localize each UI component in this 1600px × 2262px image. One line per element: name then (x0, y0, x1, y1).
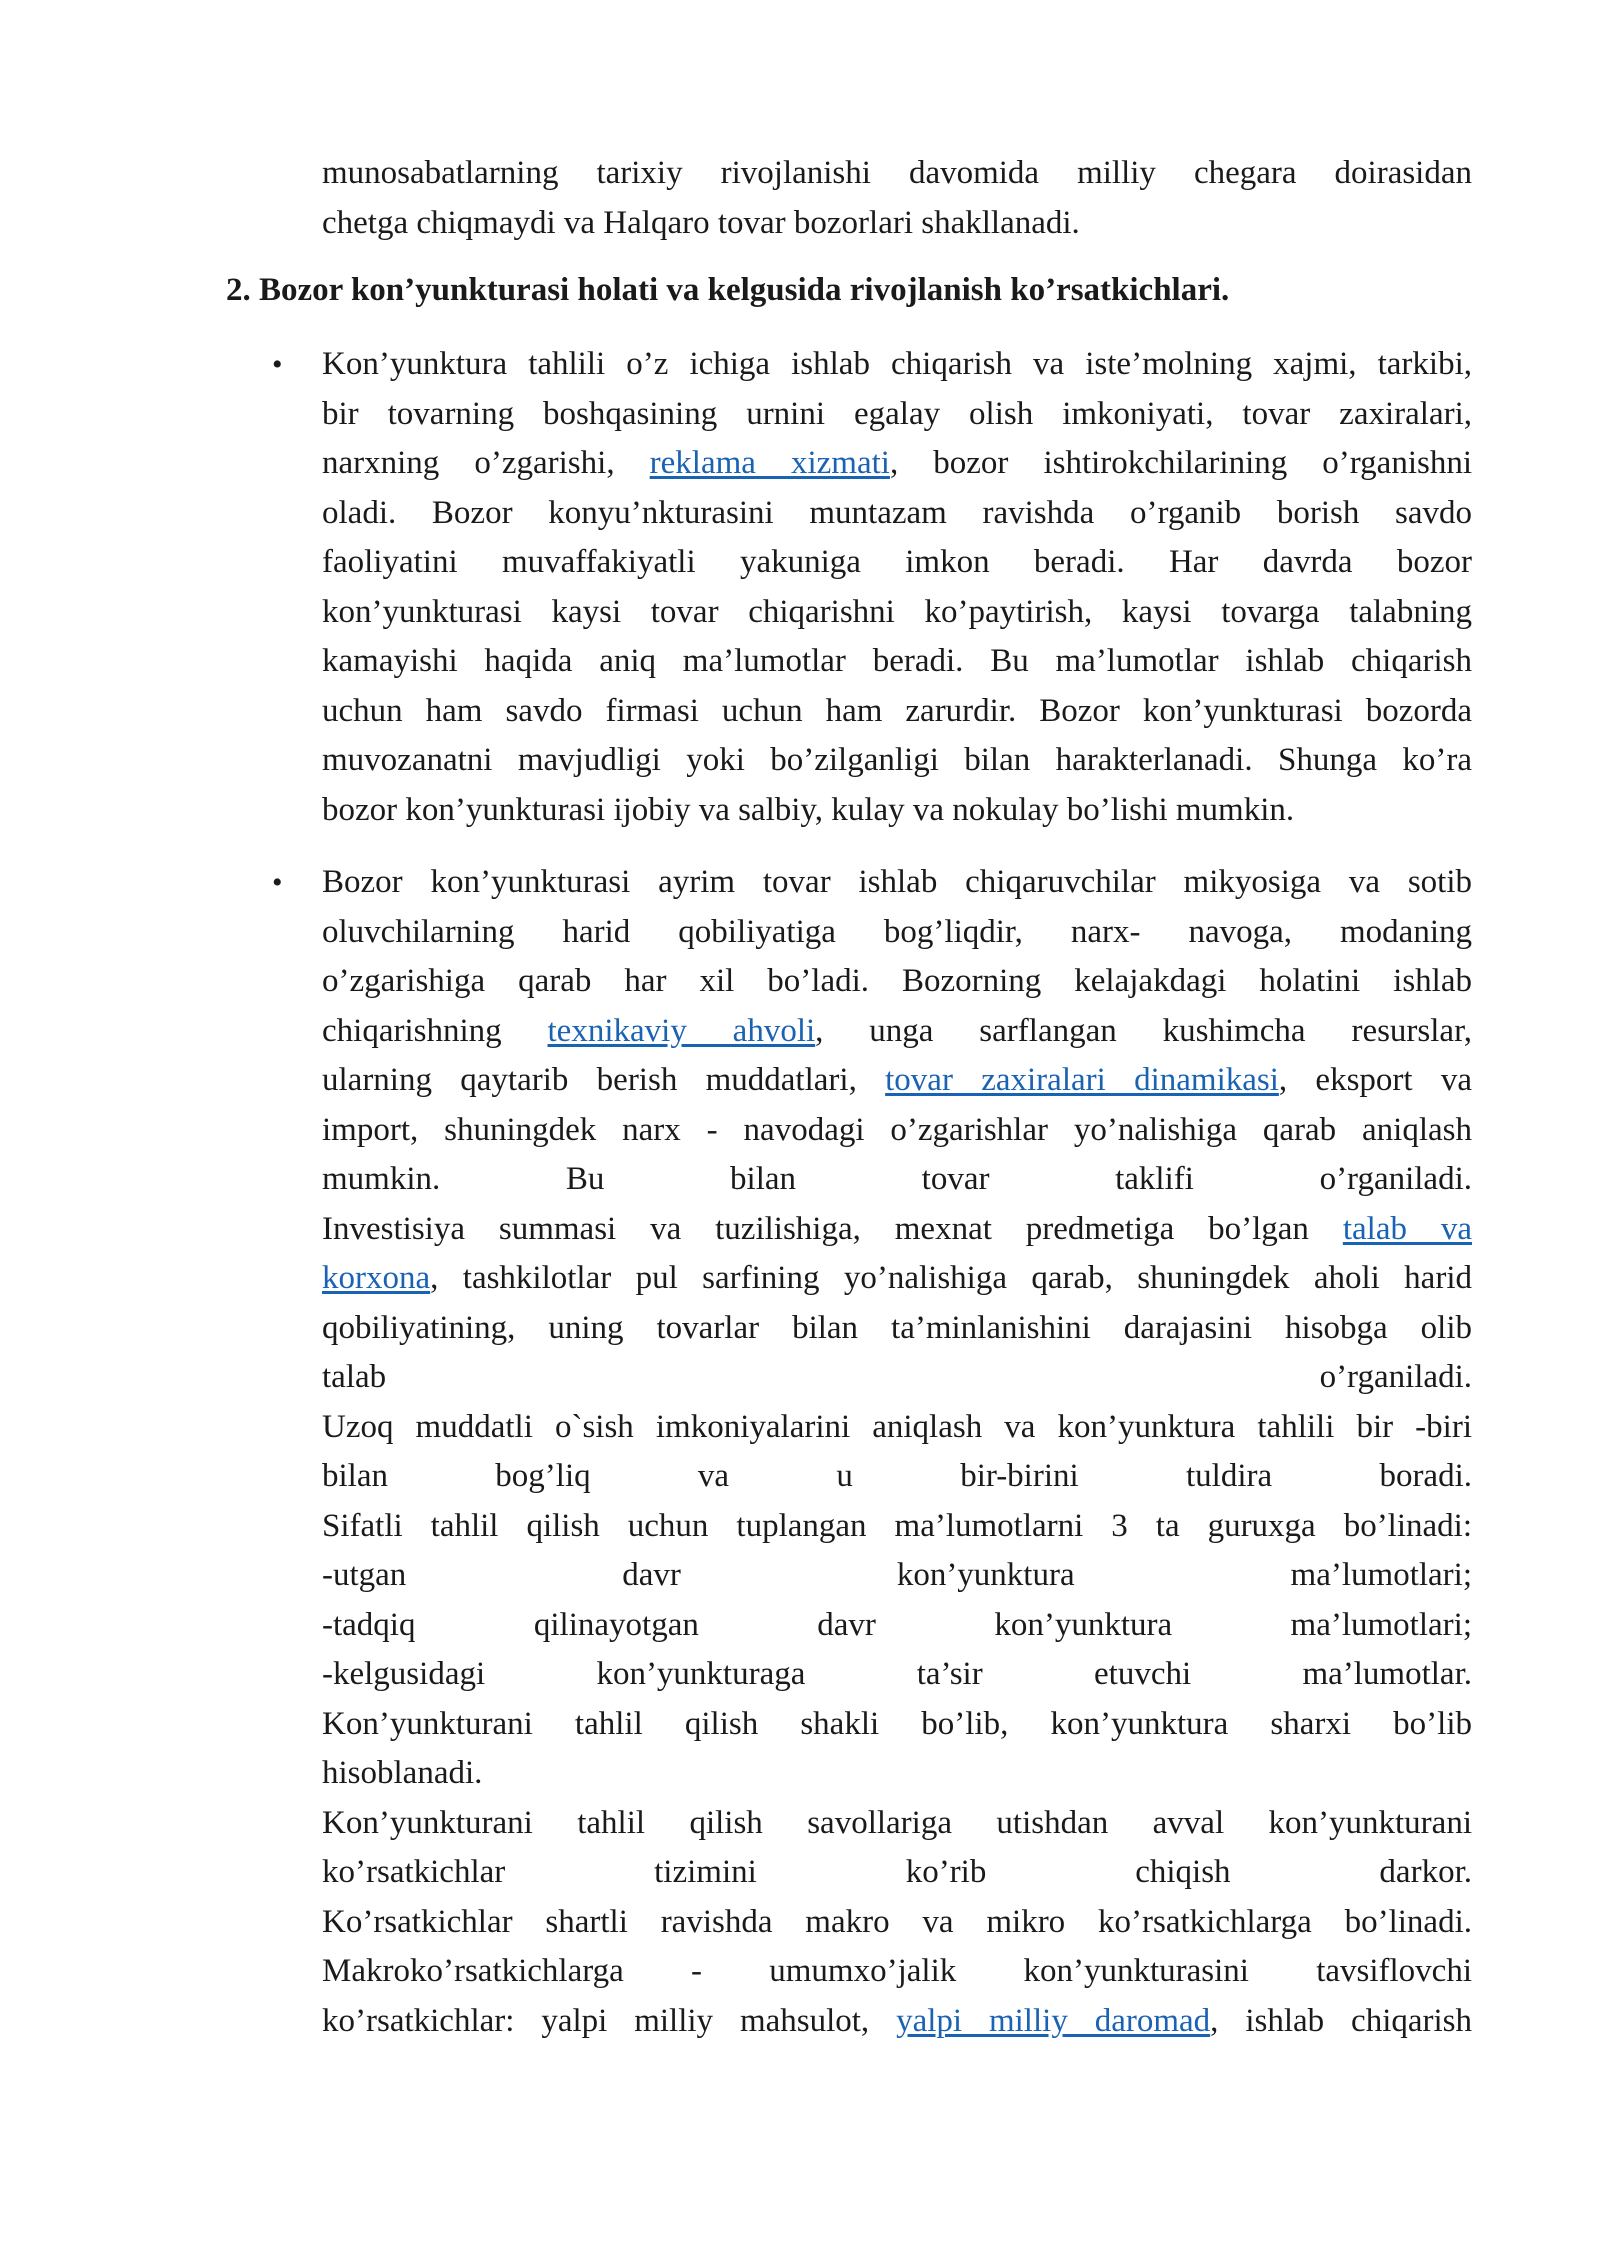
text-line: bilan bog’liq va u bir-birini tuldira boradi. (322, 1458, 1472, 1494)
text-line: -kelgusidagi kon’yunkturaga ta’sir etuvchi ma’lumotlar. (322, 1656, 1472, 1692)
text-line: mumkin. Bu bilan tovar taklifi o’rganiladi. (322, 1161, 1472, 1197)
text-line: Makroko’rsatkichlarga - umumxo’jalik kon’yunkturasini tavsiflovchi (322, 1953, 1472, 1989)
section-heading: 2. Bozor kon’yunkturasi holati va kelgusida rivojlanish ko’rsatkichlari. (226, 272, 1230, 308)
text-line: narxning o’zgarishi, reklama xizmati, bozor ishtirokchilarining o’rganishni (322, 445, 1472, 481)
intro-paragraph (322, 149, 1472, 248)
bullet-icon: • (272, 348, 283, 381)
text-line: ko’rsatkichlar tizimini ko’rib chiqish darkor. (322, 1854, 1472, 1890)
text-line: Sifatli tahlil qilish uchun tuplangan ma’lumotlarni 3 ta guruxga bo’linadi: (322, 1507, 1472, 1544)
text-line: -utgan davr kon’yunktura ma’lumotlari; (322, 1557, 1472, 1593)
text-line: -tadqiq qilinayotgan davr kon’yunktura ma’lumotlari; (322, 1606, 1472, 1643)
link-yalpi-milliy-daromad[interactable]: yalpi milliy daromad (896, 2002, 1211, 2039)
text-line: Ko’rsatkichlar shartli ravishda makro va mikro ko’rsatkichlarga bo’linadi. (322, 1903, 1472, 1940)
link-talab-va-korxona[interactable]: korxona (322, 1260, 431, 1296)
text-line: ko’rsatkichlar: yalpi milliy mahsulot, yalpi milliy daromad, ishlab chiqarish (322, 2002, 1473, 2039)
text-line: qobiliyatining, uning tovarlar bilan ta’minlanishini darajasini hisobga olib (322, 1309, 1472, 1346)
text-line: bir tovarning boshqasining urnini egalay olish imkoniyati, tovar zaxiralari, (322, 395, 1472, 432)
text-line: uchun ham savdo firmasi uchun ham zarurdir. Bozor kon’yunkturasi bozorda (322, 692, 1472, 729)
text-line: Investisiya summasi va tuzilishiga, mexnat predmetiga bo’lgan talab va (322, 1210, 1473, 1247)
text-line: bozor kon’yunkturasi ijobiy va salbiy, kulay va nokulay bo’lishi mumkin. (322, 791, 1295, 828)
link-talab-va-korxona[interactable]: talab va (1342, 1210, 1473, 1247)
text-line: oluvchilarning harid qobiliyatiga bog’liqdir, narx- navoga, modaning (322, 913, 1472, 950)
link-tovar-zaxiralari-dinamikasi[interactable]: tovar zaxiralari dinamikasi (885, 1062, 1279, 1098)
link-texnikaviy-ahvoli[interactable]: texnikaviy ahvoli (547, 1012, 816, 1049)
text-line: Kon’yunkturani tahlil qilish savollariga utishdan avval kon’yunkturani (322, 1804, 1472, 1841)
text-line: talab o’rganiladi. (322, 1359, 1472, 1395)
text-line: chetga chiqmaydi va Halqaro tovar bozorlari shakllanadi. (322, 204, 1080, 241)
text-line: ularning qaytarib berish muddatlari, tovar zaxiralari dinamikasi, eksport va (322, 1062, 1473, 1098)
paragraph-1 (322, 340, 1472, 835)
text-line: munosabatlarning tarixiy rivojlanishi davomida milliy chegara doirasidan (322, 155, 1472, 191)
text-line: chiqarishning texnikaviy ahvoli, unga sarflangan kushimcha resurslar, (322, 1012, 1472, 1049)
text-line: Kon’yunkturani tahlil qilish shakli bo’lib, kon’yunktura sharxi bo’lib (322, 1705, 1472, 1742)
text-line: korxona, tashkilotlar pul sarfining yo’nalishiga qarab, shuningdek aholi harid (322, 1260, 1472, 1296)
text-line: hisoblanadi. (322, 1755, 483, 1791)
text-line: muvozanatni mavjudligi yoki bo’zilganligi bilan harakterlanadi. Shunga ko’ra (322, 742, 1472, 778)
text-line: import, shuningdek narx - navodagi o’zgarishlar yo’nalishiga qarab aniqlash (322, 1111, 1472, 1148)
text-line: kon’yunkturasi kaysi tovar chiqarishni ko’paytirish, kaysi tovarga talabning (322, 593, 1472, 630)
text-line: kamayishi haqida aniq ma’lumotlar beradi. Bu ma’lumotlar ishlab chiqarish (322, 643, 1472, 679)
link-reklama-xizmati[interactable]: reklama xizmati (649, 445, 890, 481)
text-line: Kon’yunktura tahlili o’z ichiga ishlab chiqarish va iste’molning xajmi, tarkibi, (322, 346, 1472, 382)
text-line: Uzoq muddatli o`sish imkoniyalarini aniqlash va kon’yunktura tahlili bir -biri (322, 1408, 1472, 1445)
text-line: Bozor kon’yunkturasi ayrim tovar ishlab chiqaruvchilar mikyosiga va sotib (322, 864, 1472, 900)
text-line: faoliyatini muvaffakiyatli yakuniga imkon beradi. Har davrda bozor (322, 544, 1472, 580)
text-line: oladi. Bozor konyu’nkturasini muntazam ravishda o’rganib borish savdo (322, 494, 1472, 531)
text-line: o’zgarishiga qarab har xil bo’ladi. Bozorning kelajakdagi holatini ishlab (322, 963, 1472, 999)
bullet-icon: • (272, 866, 283, 899)
paragraph-2 (322, 858, 1472, 2046)
